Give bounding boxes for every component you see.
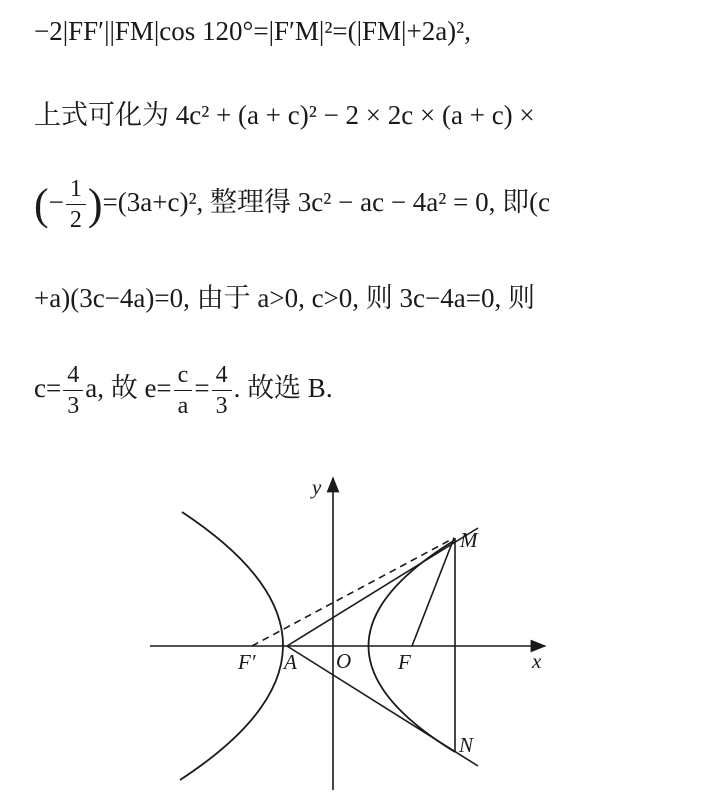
equation-line-1: −2|FF′||FM|cos 120°=|F′M|²=(|FM|+2a)²,	[34, 16, 472, 46]
answer-choice: . 故选 B.	[233, 373, 333, 404]
frac-denominator: a	[177, 393, 189, 420]
e-definition: a, 故 e=	[85, 373, 172, 404]
fraction-one-half	[66, 176, 86, 234]
label-F-prime: F′	[238, 650, 256, 674]
label-N: N	[459, 733, 474, 757]
label-x-axis: x	[532, 649, 542, 673]
line-AN	[287, 646, 478, 766]
minus-sign: −	[48, 187, 64, 218]
equation-line-5	[34, 362, 333, 420]
left-paren: (	[34, 179, 49, 229]
line-AM	[287, 528, 478, 646]
equation-line-4: +a)(3c−4a)=0, 由于 a>0, c>0, 则 3c−4a=0, 则	[34, 283, 535, 313]
frac-numerator: c	[174, 362, 193, 391]
equation-line-3	[34, 176, 550, 234]
label-M: M	[460, 528, 478, 552]
frac-denominator: 3	[67, 393, 80, 420]
frac-numerator: 4	[63, 362, 83, 391]
frac-numerator: 1	[66, 176, 86, 205]
label-F: F	[398, 650, 411, 674]
fraction-c-over-a	[174, 362, 193, 420]
fraction-four-thirds-result	[212, 362, 232, 420]
frac-denominator: 2	[69, 207, 82, 234]
fraction-four-thirds	[63, 362, 83, 420]
frac-denominator: 3	[215, 393, 228, 420]
frac-numerator: 4	[212, 362, 232, 391]
c-equals: c=	[34, 373, 62, 404]
label-y-axis: y	[312, 475, 322, 499]
equation-line-2: 上式可化为 4c² + (a + c)² − 2 × 2c × (a + c) ×	[34, 100, 535, 130]
label-A: A	[284, 650, 297, 674]
hyperbola-figure	[0, 440, 726, 801]
right-paren: )	[87, 179, 103, 229]
label-O: O	[336, 649, 352, 673]
equation-line-3-rest: =(3a+c)², 整理得 3c² − ac − 4a² = 0, 即(c	[102, 187, 551, 218]
equals-sign: =	[194, 373, 210, 404]
